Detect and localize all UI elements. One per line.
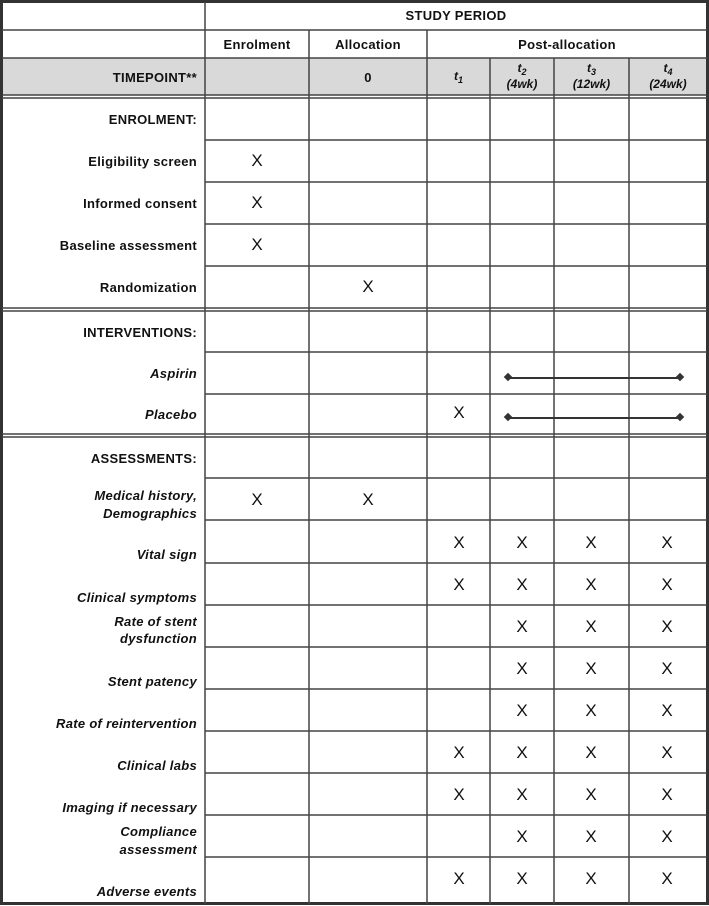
row-label-informed-consent: Informed consent — [83, 196, 197, 211]
x-mark: X — [661, 827, 673, 846]
x-mark: X — [516, 743, 528, 762]
allocation-timepoint: 0 — [364, 70, 372, 85]
x-mark: X — [585, 533, 597, 552]
post-allocation-column-header: Post-allocation — [518, 37, 616, 52]
row-label-compliance-2: assessment — [119, 842, 197, 857]
row-label-reintervention: Rate of reintervention — [56, 716, 197, 731]
x-mark: X — [516, 659, 528, 678]
x-mark: X — [585, 659, 597, 678]
x-mark: X — [585, 743, 597, 762]
x-mark: X — [516, 533, 528, 552]
x-mark: X — [362, 490, 374, 509]
row-label-clinical-symptoms: Clinical symptoms — [77, 590, 197, 605]
row-label-vital-sign: Vital sign — [136, 547, 197, 562]
x-mark: X — [661, 869, 673, 888]
row-label-eligibility-screen: Eligibility screen — [88, 154, 197, 169]
x-mark: X — [661, 533, 673, 552]
section-interventions: INTERVENTIONS: — [83, 325, 197, 340]
x-mark: X — [661, 743, 673, 762]
section-enrolment: ENROLMENT: — [108, 112, 197, 127]
x-mark: X — [661, 575, 673, 594]
x-mark: X — [661, 617, 673, 636]
x-mark: X — [585, 701, 597, 720]
x-mark: X — [453, 785, 465, 804]
x-mark: X — [516, 785, 528, 804]
x-mark: X — [453, 743, 465, 762]
x-mark: X — [661, 701, 673, 720]
timepoint-t1: $t_1$ — [453, 69, 463, 85]
x-mark: X — [516, 869, 528, 888]
row-label-medical-history-1: Medical history, — [94, 488, 197, 503]
enrolment-column-header: Enrolment — [223, 37, 291, 52]
section-assessments: ASSESSMENTS: — [90, 451, 197, 466]
row-label-baseline-assessment: Baseline assessment — [59, 238, 197, 253]
timepoint-t3: $t_3$ (12wk) — [572, 61, 611, 91]
x-mark: X — [453, 869, 465, 888]
x-mark: X — [585, 785, 597, 804]
x-mark: X — [251, 235, 263, 254]
x-mark: X — [516, 701, 528, 720]
x-mark: X — [251, 151, 263, 170]
timepoint-t2: $t_2$ (4wk) — [506, 61, 538, 91]
x-mark: X — [585, 617, 597, 636]
aspirin-duration-bar — [508, 377, 680, 379]
row-label-randomization: Randomization — [99, 280, 197, 295]
x-mark: X — [516, 575, 528, 594]
row-label-imaging: Imaging if necessary — [62, 800, 197, 815]
x-mark: X — [516, 617, 528, 636]
x-mark: X — [251, 490, 263, 509]
row-label-placebo: Placebo — [145, 407, 197, 422]
x-mark: X — [453, 575, 465, 594]
x-mark: X — [453, 533, 465, 552]
timepoint-t4: $t_4$ (24wk) — [649, 61, 687, 91]
row-label-stent-dysfunction-1: Rate of stent — [114, 614, 197, 629]
x-mark: X — [251, 193, 263, 212]
row-label-clinical-labs: Clinical labs — [117, 758, 197, 773]
x-mark: X — [453, 403, 465, 422]
row-label-medical-history-2: Demographics — [103, 506, 197, 521]
row-label-aspirin: Aspirin — [150, 366, 197, 381]
row-label-stent-dysfunction-2: dysfunction — [120, 631, 197, 646]
study-period-header: STUDY PERIOD — [405, 8, 507, 23]
placebo-duration-bar — [508, 417, 680, 419]
x-mark: X — [661, 659, 673, 678]
row-label-adverse-events: Adverse events — [96, 884, 197, 899]
row-label-stent-patency: Stent patency — [107, 674, 197, 689]
x-mark: X — [362, 277, 374, 296]
x-mark: X — [661, 785, 673, 804]
x-mark: X — [516, 827, 528, 846]
allocation-column-header: Allocation — [335, 37, 401, 52]
x-mark: X — [585, 869, 597, 888]
x-mark: X — [585, 827, 597, 846]
x-mark: X — [585, 575, 597, 594]
row-label-compliance-1: Compliance — [120, 824, 197, 839]
timepoint-label: TIMEPOINT** — [112, 70, 197, 85]
